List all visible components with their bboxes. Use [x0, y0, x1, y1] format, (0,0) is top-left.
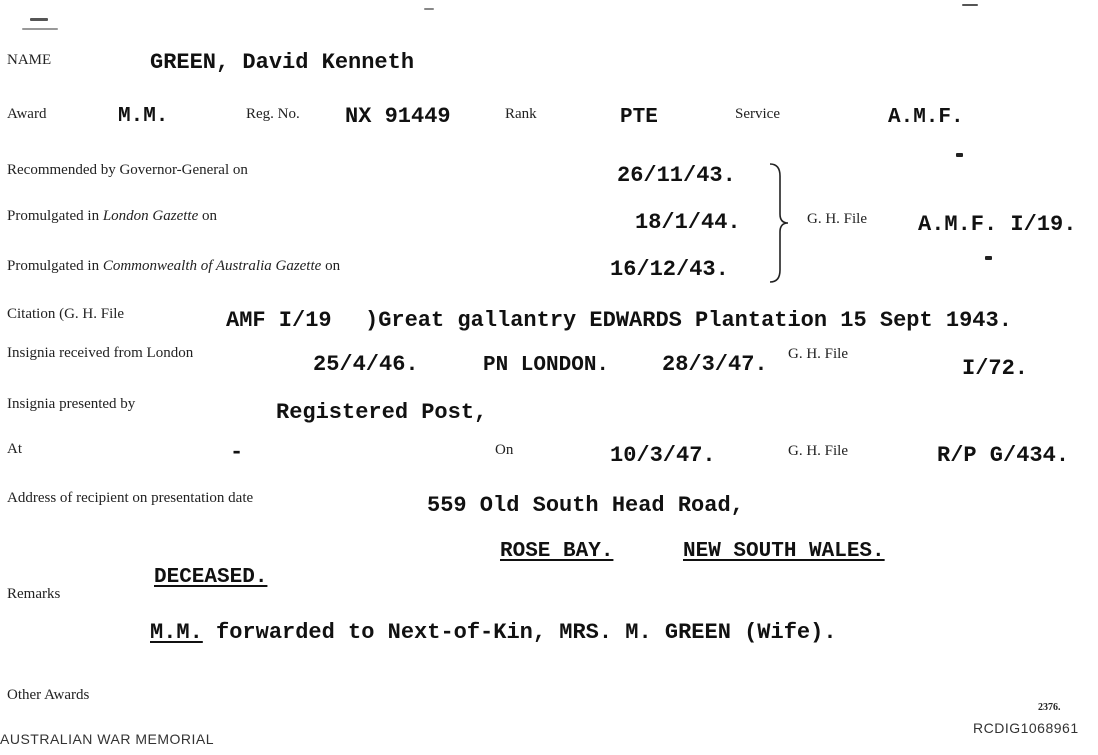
award-value: M.M. [118, 105, 169, 128]
insignia-received-gh-label: G. H. File [788, 346, 848, 362]
brace-bracket [768, 162, 792, 284]
rank-value: PTE [620, 106, 658, 129]
award-label: Award [7, 106, 47, 122]
remarks-forwarded-text: forwarded to Next-of-Kin, MRS. M. GREEN (Wife). [202, 620, 837, 645]
scan-mark [956, 153, 963, 157]
rank-label: Rank [505, 106, 537, 122]
address-state: NEW SOUTH WALES. [683, 540, 885, 563]
promulgated-commonwealth-date: 16/12/43. [610, 257, 729, 282]
insignia-received-label: Insignia received from London [7, 345, 194, 361]
remarks-forwarded-line [150, 620, 837, 645]
service-label: Service [735, 106, 780, 122]
presented-gh-label: G. H. File [788, 443, 848, 459]
gh-file-group-label: G. H. File [807, 211, 867, 227]
insignia-presented-value: Registered Post, [276, 400, 488, 425]
recommended-date: 26/11/43. [617, 163, 736, 188]
scan-mark [22, 28, 58, 30]
promulgated-london-label-post: on [198, 208, 217, 224]
remarks-mm-abbrev: M.M. [150, 620, 203, 645]
citation-label: Citation (G. H. File [7, 306, 125, 322]
scan-mark [985, 256, 992, 260]
card-number: 2376. [1038, 702, 1061, 713]
commonwealth-gazette-title: Commonwealth of Australia Gazette [102, 258, 322, 274]
at-label: At [7, 441, 22, 457]
remarks-label: Remarks [7, 586, 61, 602]
on-value: 10/3/47. [610, 443, 716, 468]
promulgated-london-label-pre: Promulgated in [7, 208, 103, 224]
address-label: Address of recipient on presentation date [7, 490, 254, 506]
promulgated-commonwealth-label-pre: Promulgated in [7, 258, 103, 274]
insignia-received-gh-value: I/72. [962, 356, 1029, 381]
address-suburb: ROSE BAY. [500, 540, 614, 563]
insignia-presented-label: Insignia presented by [7, 396, 136, 412]
name-label: NAME [7, 52, 52, 68]
insignia-received-date: 25/4/46. [313, 352, 419, 377]
remarks-deceased: DECEASED. [154, 566, 268, 589]
citation-text: )Great gallantry EDWARDS Plantation 15 Sept 1943. [365, 308, 1012, 333]
at-value: - [230, 440, 244, 465]
presented-gh-value: R/P G/434. [937, 443, 1070, 468]
institution-name: AUSTRALIAN WAR MEMORIAL [0, 731, 215, 747]
promulgated-london-label [7, 208, 217, 225]
insignia-received-date2: 28/3/47. [662, 352, 768, 377]
recommended-label: Recommended by Governor-General on [7, 162, 248, 178]
other-awards-label: Other Awards [7, 687, 90, 703]
name-value: GREEN, David Kenneth [150, 50, 415, 75]
insignia-received-via: PN LONDON. [483, 354, 610, 377]
on-label: On [495, 442, 514, 458]
scan-mark [30, 18, 48, 21]
gh-file-group-value: A.M.F. I/19. [918, 212, 1077, 237]
citation-file-value: AMF I/19 [226, 308, 332, 333]
address-line1: 559 Old South Head Road, [427, 493, 744, 518]
scan-mark [962, 4, 978, 6]
promulgated-london-date: 18/1/44. [635, 210, 741, 235]
promulgated-commonwealth-label [7, 258, 340, 275]
london-gazette-title: London Gazette [102, 208, 199, 224]
reg-no-label: Reg. No. [246, 106, 300, 122]
reg-no-value: NX 91449 [345, 104, 451, 129]
promulgated-commonwealth-label-post: on [321, 258, 341, 274]
catalogue-id: RCDIG1068961 [973, 720, 1079, 736]
service-value: A.M.F. [888, 106, 964, 129]
scan-mark [424, 8, 434, 10]
